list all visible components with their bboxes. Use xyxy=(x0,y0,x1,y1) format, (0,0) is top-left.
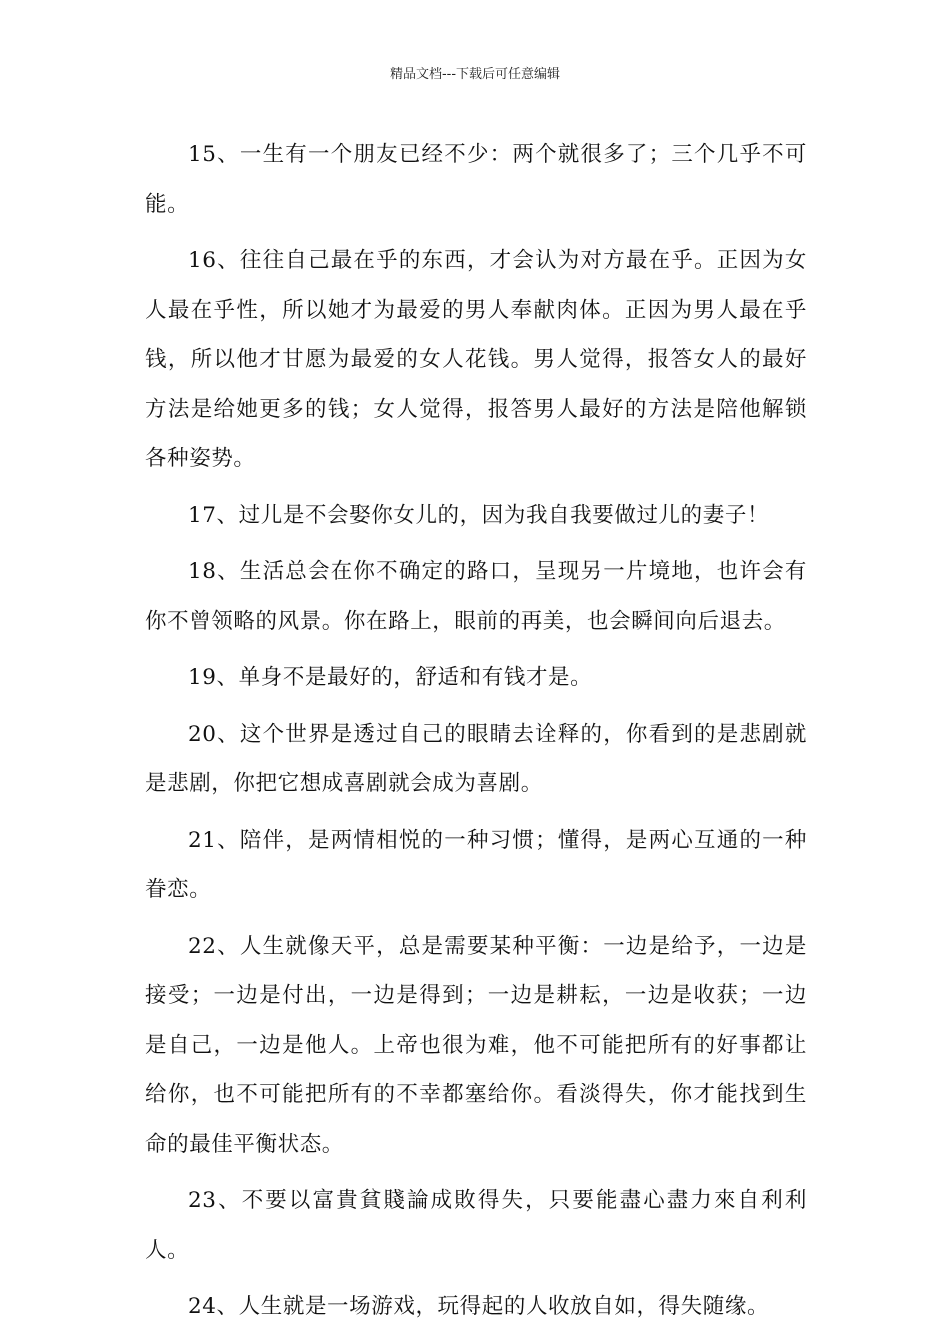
paragraph-23: 23、不要以富貴貧賤論成敗得失，只要能盡心盡力來自利利人。 xyxy=(145,1188,807,1263)
paragraph-24: 24、人生就是一场游戏，玩得起的人收放自如，得失随缘。 xyxy=(188,1294,770,1319)
document-body xyxy=(145,130,807,1339)
paragraph-22: 22、人生就像天平，总是需要某种平衡：一边是给予，一边是接受；一边是付出，一边是得到；一边是耕耘，一边是收获；一边是自己，一边是他人。上帝也很为难，他不可能把所有的好事都让给你，也不可能把所有的不幸都塞给你。看淡得失，你才能找到生命的最佳平衡状态。 xyxy=(145,933,807,1157)
paragraph-15: 15、一生有一个朋友已经不少：两个就很多了；三个几乎不可能。 xyxy=(145,142,807,217)
paragraph-16: 16、往往自己最在乎的东西，才会认为对方最在乎。正因为女人最在乎性，所以她才为最爱的男人奉献肉体。正因为男人最在乎钱，所以他才甘愿为最爱的女人花钱。男人觉得，报答女人的最好方法是给她更多的钱；女人觉得，报答男人最好的方法是陪他解锁各种姿势。 xyxy=(145,248,807,471)
paragraph-18: 18、生活总会在你不确定的路口，呈现另一片境地，也许会有你不曾领略的风景。你在路上，眼前的再美，也会瞬间向后退去。 xyxy=(145,559,807,634)
paragraph-17: 17、过儿是不会娶你女儿的，因为我自我要做过儿的妻子！ xyxy=(188,502,770,528)
paragraph-21: 21、陪伴，是两情相悦的一种习惯；懂得，是两心互通的一种眷恋。 xyxy=(145,827,807,902)
paragraph-20: 20、这个世界是透过自己的眼睛去诠释的，你看到的是悲剧就是悲剧，你把它想成喜剧就会成为喜剧。 xyxy=(145,721,807,796)
paragraph-19: 19、单身不是最好的，舒适和有钱才是。 xyxy=(188,665,593,690)
page-header: 精品文档---下载后可任意编辑 xyxy=(389,67,561,82)
